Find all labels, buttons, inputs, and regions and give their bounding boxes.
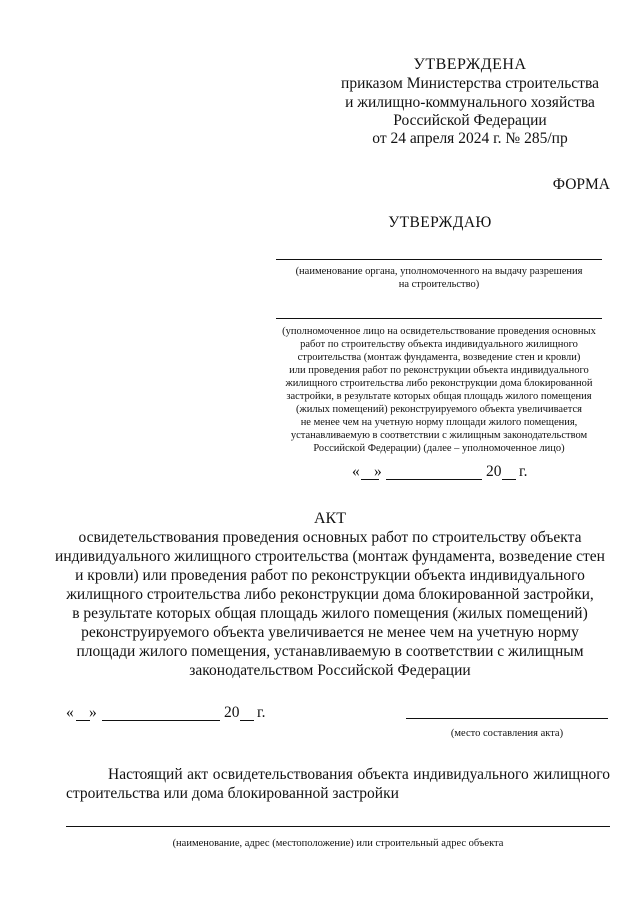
- authorized-person-caption: не менее чем на учетную норму площади жилого помещения,: [300, 417, 578, 428]
- act-description-line: законодательством Российской Федерации: [189, 662, 471, 679]
- authorized-person-caption: (жилых помещений) реконструируемого объекта увеличивается: [296, 404, 582, 415]
- place-field[interactable]: [406, 718, 608, 719]
- authorized-person-caption: застройки, в результате которых общая площадь жилого помещения: [286, 391, 592, 402]
- act-description-line: жилищного строительства либо реконструкции дома блокированной застройки,: [66, 586, 594, 603]
- body-text-line: Настоящий акт освидетельствования объекта индивидуального жилищного: [108, 766, 610, 783]
- date-open-quote: «: [352, 463, 360, 480]
- approval-line: от 24 апреля 2024 г. № 285/пр: [372, 130, 568, 147]
- form-label: ФОРМА: [552, 176, 610, 193]
- authority-signature-line: [276, 259, 602, 260]
- authorized-person-line: [276, 318, 602, 319]
- act-title: АКТ: [314, 510, 346, 527]
- approve-label: УТВЕРЖДАЮ: [388, 214, 492, 231]
- authority-caption: на строительство): [398, 279, 480, 290]
- day-field[interactable]: [76, 720, 90, 721]
- month-field[interactable]: [102, 720, 220, 721]
- year-prefix: 20: [224, 704, 240, 721]
- approval-line: приказом Министерства строительства: [341, 75, 599, 92]
- authorized-person-caption: (уполномоченное лицо на освидетельствование проведения основных: [282, 326, 596, 337]
- year-suffix: г.: [257, 704, 266, 721]
- act-description-line: освидетельствования проведения основных работ по строительству объекта: [78, 529, 582, 546]
- object-caption: (наименование, адрес (местоположение) или строительный адрес объекта: [172, 838, 504, 849]
- place-caption: (место составления акта): [450, 728, 564, 739]
- act-description-line: площади жилого помещения, устанавливаемую в соответствии с жилищным: [76, 643, 584, 660]
- body-text-line: строительства или дома блокированной застройки: [66, 785, 399, 802]
- authorized-person-caption: работ по строительству объекта индивидуального жилищного: [300, 339, 578, 350]
- approval-title: УТВЕРЖДЕНА: [413, 56, 527, 73]
- year-prefix: 20: [486, 463, 502, 480]
- act-description-line: индивидуального жилищного строительства (монтаж фундамента, возведение стен: [55, 548, 605, 565]
- authorized-person-caption: или проведения работ по реконструкции объекта индивидуального: [289, 365, 589, 376]
- authorized-person-caption: Российской Федерации) (далее – уполномоченное лицо): [313, 443, 565, 454]
- date-close-quote: »: [89, 704, 97, 721]
- month-field[interactable]: [386, 479, 482, 480]
- act-description-line: в результате которых общая площадь жилого помещения (жилых помещений): [72, 605, 588, 622]
- year-suffix: г.: [519, 463, 528, 480]
- approval-line: и жилищно-коммунального хозяйства: [345, 94, 595, 111]
- authority-caption: (наименование органа, уполномоченного на выдачу разрешения: [295, 266, 583, 277]
- act-description-line: реконструируемого объекта увеличивается не менее чем на учетную норму: [81, 624, 579, 641]
- year-field[interactable]: [502, 479, 516, 480]
- authorized-person-caption: жилищного строительства либо реконструкции дома блокированной: [285, 378, 593, 389]
- date-open-quote: «: [66, 704, 74, 721]
- approval-line: Российской Федерации: [393, 112, 547, 129]
- authorized-person-caption: строительства (монтаж фундамента, возведение стен и кровли): [297, 352, 581, 363]
- authorized-person-caption: устанавливаемую в соответствии с жилищным законодательством: [290, 430, 588, 441]
- act-description-line: и кровли) или проведения работ по реконструкции объекта индивидуального: [75, 567, 585, 584]
- object-field[interactable]: [66, 826, 610, 827]
- date-close-quote: »: [374, 463, 382, 480]
- year-field[interactable]: [240, 720, 254, 721]
